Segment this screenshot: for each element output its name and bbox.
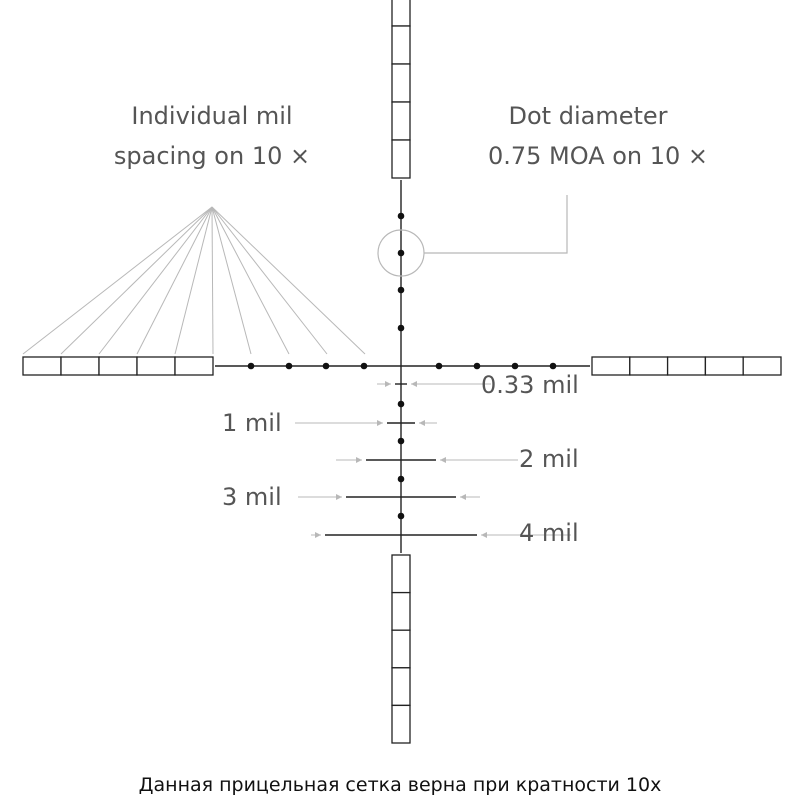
mil-2-label: 2 mil	[519, 445, 579, 473]
mil-spacing-leader-line	[99, 207, 212, 354]
mil-dot	[248, 363, 255, 370]
right-post	[592, 357, 781, 375]
bottom-post-segment	[392, 668, 410, 706]
mil-dot	[398, 325, 405, 332]
mil-dot	[474, 363, 481, 370]
bottom-post-segment	[392, 705, 410, 743]
hash-arrow-head	[481, 532, 487, 538]
mil-spacing-leader-line	[212, 207, 327, 354]
mil-dot	[550, 363, 557, 370]
mil-dot	[436, 363, 443, 370]
hash-arrow-head	[315, 532, 321, 538]
left-post-segment	[61, 357, 99, 375]
mil-dot	[398, 213, 405, 220]
right-post-segment	[705, 357, 743, 375]
top-post-segment	[392, 64, 410, 102]
bottom-post	[392, 555, 410, 743]
top-post-segment	[392, 26, 410, 64]
hash-arrow-head	[411, 381, 417, 387]
hash-arrow-head	[377, 420, 383, 426]
mil-dot	[323, 363, 330, 370]
left-post-segment	[99, 357, 137, 375]
top-post-segment	[392, 102, 410, 140]
bottom-post-segment	[392, 555, 410, 593]
mil-3-label: 3 mil	[222, 483, 282, 511]
mil-dot	[286, 363, 293, 370]
individual-spacing-label-line1: Individual mil	[131, 102, 293, 130]
right-post-segment	[592, 357, 630, 375]
mil-spacing-leader-line	[212, 207, 365, 354]
mil-spacing-leader-line	[212, 207, 251, 354]
left-post	[23, 357, 213, 375]
mil-spacing-leader-line	[137, 207, 212, 354]
mil-1-label: 1 mil	[222, 409, 282, 437]
mil-033-label: 0.33 mil	[481, 371, 579, 399]
mil-spacing-leader-line	[61, 207, 212, 354]
mil-spacing-leader-line	[23, 207, 212, 354]
hash-arrow-head	[385, 381, 391, 387]
bottom-post-segment	[392, 630, 410, 668]
right-post-segment	[668, 357, 706, 375]
hash-arrow-head	[440, 457, 446, 463]
hash-arrow-head	[460, 494, 466, 500]
mil-dot	[398, 250, 405, 257]
mil-dot	[398, 401, 405, 408]
right-post-segment	[743, 357, 781, 375]
dot-callout-leader	[424, 195, 567, 253]
mil-dot	[361, 363, 368, 370]
left-post-segment	[137, 357, 175, 375]
mil-dot	[398, 513, 405, 520]
dot-diameter-label-line2: 0.75 MOA on 10 ×	[487, 142, 709, 170]
mil-dot	[512, 363, 519, 370]
left-post-segment	[175, 357, 213, 375]
top-post	[392, 0, 410, 178]
right-post-segment	[630, 357, 668, 375]
mil-dot	[398, 287, 405, 294]
mil-spacing-leader-line	[212, 207, 213, 354]
mil-spacing-leader-line	[175, 207, 212, 354]
hash-arrow-head	[419, 420, 425, 426]
hash-arrow-head	[356, 457, 362, 463]
bottom-post-segment	[392, 593, 410, 631]
top-post-segment	[392, 0, 410, 26]
hash-arrow-head	[336, 494, 342, 500]
mil-dot	[398, 476, 405, 483]
dot-diameter-label-line1: Dot diameter	[508, 102, 668, 130]
mil-spacing-leaders	[23, 207, 365, 354]
top-post-segment	[392, 140, 410, 178]
individual-spacing-label-line2: spacing on 10 ×	[113, 142, 311, 170]
left-post-segment	[23, 357, 61, 375]
mil-dot	[398, 438, 405, 445]
mil-4-label: 4 mil	[519, 519, 579, 547]
caption-text: Данная прицельная сетка верна при кратности 10х	[138, 774, 662, 796]
mil-spacing-leader-line	[212, 207, 289, 354]
